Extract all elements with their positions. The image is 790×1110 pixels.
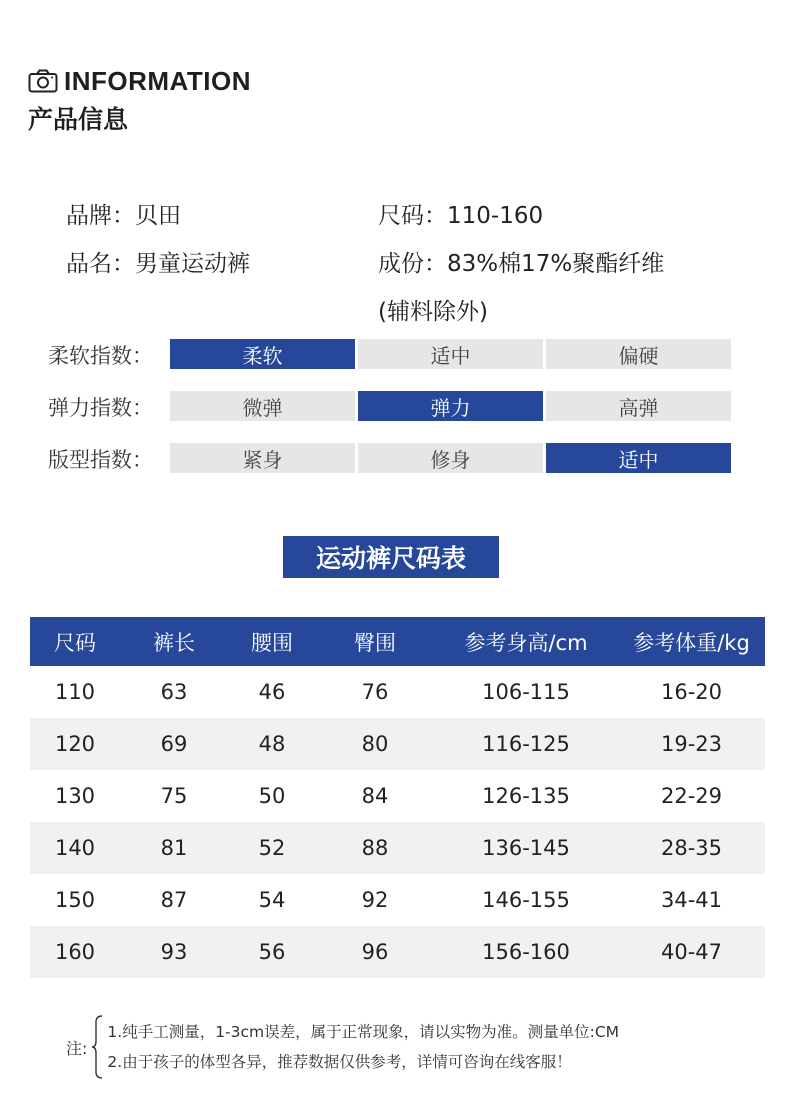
cell-size: 140 — [54, 836, 96, 860]
table-row — [30, 770, 765, 822]
cell-size: 160 — [54, 940, 96, 964]
notes-lines — [107, 1017, 619, 1077]
info-composition: 成份：83%棉17%聚酯纤维 — [378, 251, 665, 277]
softness-index-scale — [170, 339, 731, 369]
cell-weight: 28-35 — [660, 836, 723, 860]
table-row — [30, 822, 765, 874]
cell-hip: 76 — [361, 680, 389, 704]
cell-height: 116-125 — [482, 732, 570, 756]
col-header-size: 尺码 — [54, 630, 96, 655]
cell-height: 106-115 — [482, 680, 570, 704]
cell-hip: 84 — [361, 784, 389, 808]
cell-waist: 54 — [258, 888, 286, 912]
note-line-2: 2.由于孩子的体型各异，推荐数据仅供参考，详情可咨询在线客服！ — [107, 1053, 572, 1071]
col-header-hip: 臀围 — [354, 630, 396, 655]
fit-option-slim: 修身 — [358, 443, 543, 473]
elasticity-option-slight: 微弹 — [170, 391, 355, 421]
fit-index-scale — [170, 443, 731, 473]
header-title-en: INFORMATION — [64, 65, 251, 96]
softness-option-medium: 适中 — [358, 339, 543, 369]
cell-height: 136-145 — [482, 836, 570, 860]
header-title-row — [28, 64, 251, 98]
cell-weight: 34-41 — [660, 888, 723, 912]
note-line-1: 1.纯手工测量，1-3cm误差，属于正常现象，请以实物为准。测量单位:CM — [107, 1023, 620, 1041]
cell-length: 69 — [160, 732, 188, 756]
cell-length: 87 — [160, 888, 188, 912]
camera-icon — [28, 69, 58, 93]
elasticity-index-label: 弹力指数： — [48, 396, 153, 420]
col-header-length: 裤长 — [153, 630, 195, 655]
cell-size: 130 — [54, 784, 96, 808]
cell-size: 120 — [54, 732, 96, 756]
cell-waist: 50 — [258, 784, 286, 808]
info-size: 尺码：110-160 — [378, 203, 544, 229]
cell-length: 63 — [160, 680, 188, 704]
header-title-cn: 产品信息 — [28, 105, 129, 134]
fit-option-regular: 适中 — [546, 443, 731, 473]
table-row — [30, 666, 765, 718]
table-row — [30, 718, 765, 770]
cell-hip: 80 — [361, 732, 389, 756]
brace-icon — [91, 1015, 103, 1079]
elasticity-option-stretch: 弹力 — [358, 391, 543, 421]
softness-option-soft: 柔软 — [170, 339, 355, 369]
elasticity-option-high: 高弹 — [546, 391, 731, 421]
cell-size: 110 — [54, 680, 96, 704]
softness-option-stiff: 偏硬 — [546, 339, 731, 369]
cell-length: 81 — [160, 836, 188, 860]
notes-label: 注: — [66, 1038, 88, 1058]
size-table — [30, 617, 765, 978]
fit-option-tight: 紧身 — [170, 443, 355, 473]
cell-waist: 52 — [258, 836, 286, 860]
table-header-row — [30, 617, 765, 666]
info-composition-note: (辅料除外) — [378, 299, 488, 325]
cell-size: 150 — [54, 888, 96, 912]
size-chart-title: 运动裤尺码表 — [283, 536, 499, 578]
cell-height: 146-155 — [482, 888, 570, 912]
fit-index-label: 版型指数： — [48, 448, 153, 472]
cell-weight: 16-20 — [660, 680, 723, 704]
col-header-weight: 参考体重/kg — [633, 630, 750, 655]
section-header — [28, 64, 251, 136]
cell-waist: 56 — [258, 940, 286, 964]
table-row — [30, 874, 765, 926]
softness-index-label: 柔软指数： — [48, 344, 153, 368]
col-header-height: 参考身高/cm — [464, 630, 588, 655]
cell-length: 93 — [160, 940, 188, 964]
elasticity-index-scale — [170, 391, 731, 421]
col-header-waist: 腰围 — [251, 630, 293, 655]
cell-weight: 40-47 — [660, 940, 723, 964]
notes — [66, 1015, 619, 1079]
cell-hip: 88 — [361, 836, 389, 860]
cell-waist: 48 — [258, 732, 286, 756]
info-brand: 品牌：贝田 — [66, 203, 181, 229]
table-row — [30, 926, 765, 978]
cell-weight: 22-29 — [660, 784, 723, 808]
cell-weight: 19-23 — [660, 732, 723, 756]
cell-hip: 96 — [361, 940, 389, 964]
cell-hip: 92 — [361, 888, 389, 912]
cell-height: 126-135 — [482, 784, 570, 808]
cell-height: 156-160 — [482, 940, 570, 964]
info-name: 品名：男童运动裤 — [66, 251, 250, 277]
cell-length: 75 — [160, 784, 188, 808]
cell-waist: 46 — [258, 680, 286, 704]
